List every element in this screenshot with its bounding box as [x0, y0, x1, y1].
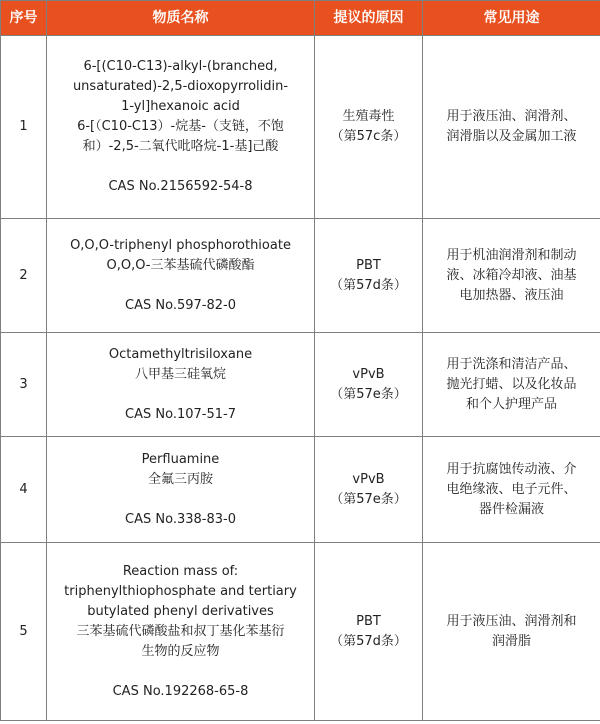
- cas-number: CAS No.107-51-7: [125, 406, 236, 422]
- name-line: Reaction mass of:: [122, 563, 239, 579]
- cas-number: CAS No.2156592-54-8: [108, 179, 253, 194]
- header-use: 常见用途: [423, 1, 600, 36]
- reason-line: （第57c条）: [330, 129, 407, 144]
- reason-cell: [315, 437, 423, 543]
- reason-line: vPvB: [352, 471, 385, 487]
- use-line: 用于抗腐蚀传动液、介: [446, 461, 577, 477]
- use-line: 用于机油润滑剂和制动: [446, 247, 577, 263]
- name-line: 三苯基硫代磷酸盐和叔丁基化苯基衍: [76, 623, 285, 639]
- reason-line: （第57d条）: [330, 277, 407, 293]
- substance-name: [47, 437, 315, 543]
- reason-line: （第57e条）: [330, 386, 407, 402]
- use-line: 用于液压油、润滑剂、: [446, 109, 577, 124]
- reason-line: （第57d条）: [330, 633, 407, 649]
- use-line: 液、冰箱冷却液、油基: [446, 267, 577, 283]
- use-line: 润滑脂以及金属加工液: [446, 129, 577, 144]
- table-row: [1, 543, 600, 721]
- name-line: Perfluamine: [141, 451, 220, 467]
- name-line: butylated phenyl derivatives: [87, 603, 274, 619]
- table-row: [1, 219, 600, 333]
- reason-cell: [315, 333, 423, 437]
- cas-number: CAS No.192268-65-8: [112, 683, 249, 699]
- use-line: 润滑脂: [491, 633, 531, 649]
- name-line: 和）-2,5-二氧代吡咯烷-1-基]己酸: [82, 139, 279, 154]
- use-line: 抛光打蜡、以及化妆品: [446, 376, 577, 392]
- use-line: 用于洗涤和清洁产品、: [446, 356, 577, 372]
- name-line: O,O,O-三苯基硫代磷酸酯: [106, 257, 255, 273]
- table-row: [1, 437, 600, 543]
- use-line: 用于液压油、润滑剂和: [446, 613, 577, 629]
- reason-cell: [315, 219, 423, 333]
- name-line: 6-[(C10-C13)-alkyl-(branched,: [83, 59, 278, 74]
- name-line: 全氟三丙胺: [147, 471, 213, 487]
- header-name: 物质名称: [47, 1, 315, 36]
- reason-cell: [315, 543, 423, 721]
- use-line: 和个人护理产品: [465, 396, 557, 412]
- reason-line: PBT: [356, 613, 381, 629]
- use-cell: [423, 543, 600, 721]
- reason-line: vPvB: [352, 366, 385, 382]
- reason-line: （第57e条）: [330, 491, 407, 507]
- name-line: triphenylthiophosphate and tertiary: [64, 583, 297, 599]
- table-row: [1, 333, 600, 437]
- name-line: 八甲基三硅氧烷: [134, 366, 226, 382]
- row-no: 1: [1, 36, 47, 219]
- name-line: 生物的反应物: [141, 643, 220, 659]
- use-cell: [423, 219, 600, 333]
- row-no: 5: [1, 543, 47, 721]
- cas-number: CAS No.338-83-0: [125, 511, 236, 527]
- substance-name: [47, 333, 315, 437]
- cas-number: CAS No.597-82-0: [125, 297, 236, 313]
- table-row: [1, 36, 600, 219]
- use-cell: [423, 437, 600, 543]
- reason-line: PBT: [356, 257, 381, 273]
- use-line: 器件检漏液: [478, 501, 544, 517]
- name-line: 1-yl]hexanoic acid: [121, 99, 240, 114]
- row-no: 4: [1, 437, 47, 543]
- name-line: unsaturated)-2,5-dioxopyrrolidin-: [72, 79, 289, 94]
- header-no: 序号: [1, 1, 47, 36]
- header-reason: 提议的原因: [315, 1, 423, 36]
- row-no: 2: [1, 219, 47, 333]
- substance-name: [47, 219, 315, 333]
- substance-name: [47, 36, 315, 219]
- use-line: 电加热器、液压油: [459, 287, 564, 303]
- use-cell: [423, 333, 600, 437]
- header-row: [1, 1, 600, 36]
- reason-cell: [315, 36, 423, 219]
- name-line: O,O,O-triphenyl phosphorothioate: [70, 237, 291, 253]
- name-line: Octamethyltrisiloxane: [108, 346, 253, 362]
- name-line: 6-[（C10-C13）-烷基-（支链，不饱: [77, 119, 284, 134]
- reason-line: 生殖毒性: [342, 109, 395, 124]
- row-no: 3: [1, 333, 47, 437]
- substance-name: [47, 543, 315, 721]
- use-cell: [423, 36, 600, 219]
- use-line: 电绝缘液、电子元件、: [446, 481, 577, 497]
